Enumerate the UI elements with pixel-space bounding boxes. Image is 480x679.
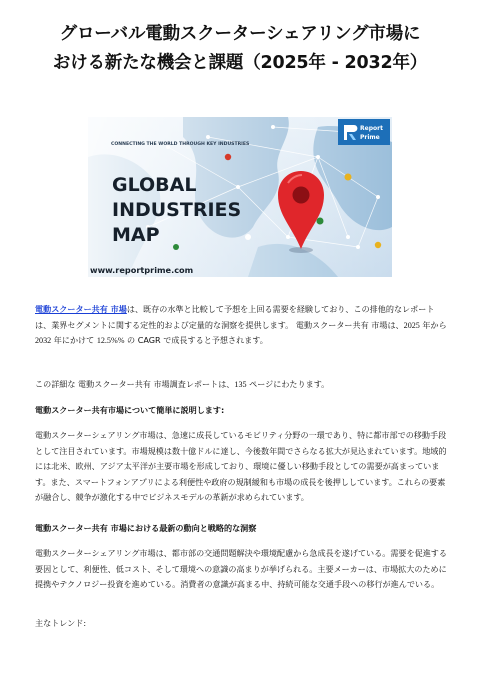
- intro-text-3: 年にかけて: [51, 335, 97, 345]
- logo-text-prime: Prime: [360, 134, 380, 141]
- page-title: [20, 20, 460, 78]
- intro-year-start: 2025: [403, 320, 420, 330]
- logo-text-report: Report: [360, 125, 383, 132]
- pages-text-2: ページにわたります。: [246, 379, 330, 389]
- report-prime-logo: [338, 119, 390, 145]
- banner-website: www.reportprime.com: [90, 265, 194, 275]
- banner-title-line-3: MAP: [112, 224, 160, 246]
- intro-text-2: 年から: [419, 319, 447, 330]
- banner-title-line-1: GLOBAL: [112, 174, 197, 196]
- intro-text-4: の CAGR で成長すると予想されます。: [124, 335, 268, 345]
- global-industries-map-banner: [88, 117, 392, 277]
- intro-text-1: は、既存の水準と比較して予想を上回る需要を経験しており、この排他的なレポートは、業界セグメントに関する定性的および定量的な洞察を提供します。 電動スクーター共有 市場は、: [35, 304, 435, 330]
- banner-title-line-2: INDUSTRIES: [112, 199, 242, 221]
- page-count: 135: [234, 380, 247, 389]
- overview-paragraph: 電動スクーターシェアリング市場は、急速に成長しているモビリティ分野の一環であり、特に都市部での移動手段として注目されています。市場規模は数十億ドルに達し、今後数年間でさらなる拡大が見込まれています。地域的には北米、欧州、アジア太平洋が主要市場を形成しており、環境に優しい移動手段としての需要が高まっています。また、スマートフォンアプリによる利便性や政府の規制緩和も市場の成長を後押ししています。これらの要素が融合し、競争が激化する中でビジネスモデルの革新が求められています。: [35, 430, 447, 502]
- key-trends-label: 主なトレンド:: [35, 618, 87, 628]
- pages-text-1: この詳細な 電動スクーター共有 市場調査レポートは、: [35, 379, 235, 389]
- trends-paragraph: 電動スクーターシェアリング市場は、都市部の交通問題解決や環境配慮から急成長を遂げている。需要を促進する要因として、利便性、低コスト、そして環境への意識の高まりが挙げられる。主要メーカーは、市場拡大のために提携やテクノロジー投資を進めている。消費者の意識が高まる中、持続可能な交通手段への移行が進んでいる。: [35, 548, 447, 589]
- pages-paragraph: [35, 377, 449, 393]
- section-heading-trends: 電動スクーター共有 市場における最新の動向と戦略的な洞察: [35, 523, 257, 533]
- intro-year-end: 2032: [35, 336, 52, 345]
- section-heading-overview: 電動スクーター共有市場について簡単に説明します:: [35, 405, 225, 415]
- banner-tagline: CONNECTING THE WORLD THROUGH KEY INDUSTRIES: [111, 142, 250, 147]
- hero-image: [88, 117, 392, 277]
- intro-paragraph: [35, 302, 449, 349]
- intro-cagr: 12.5%%: [96, 336, 125, 345]
- market-link[interactable]: 電動スクーター共有 市場: [35, 304, 127, 314]
- title-line-2: おける新たな機会と課題（2025年 - 2032年）: [52, 53, 428, 73]
- title-line-1: グローバル電動スクーターシェアリング市場に: [59, 24, 421, 44]
